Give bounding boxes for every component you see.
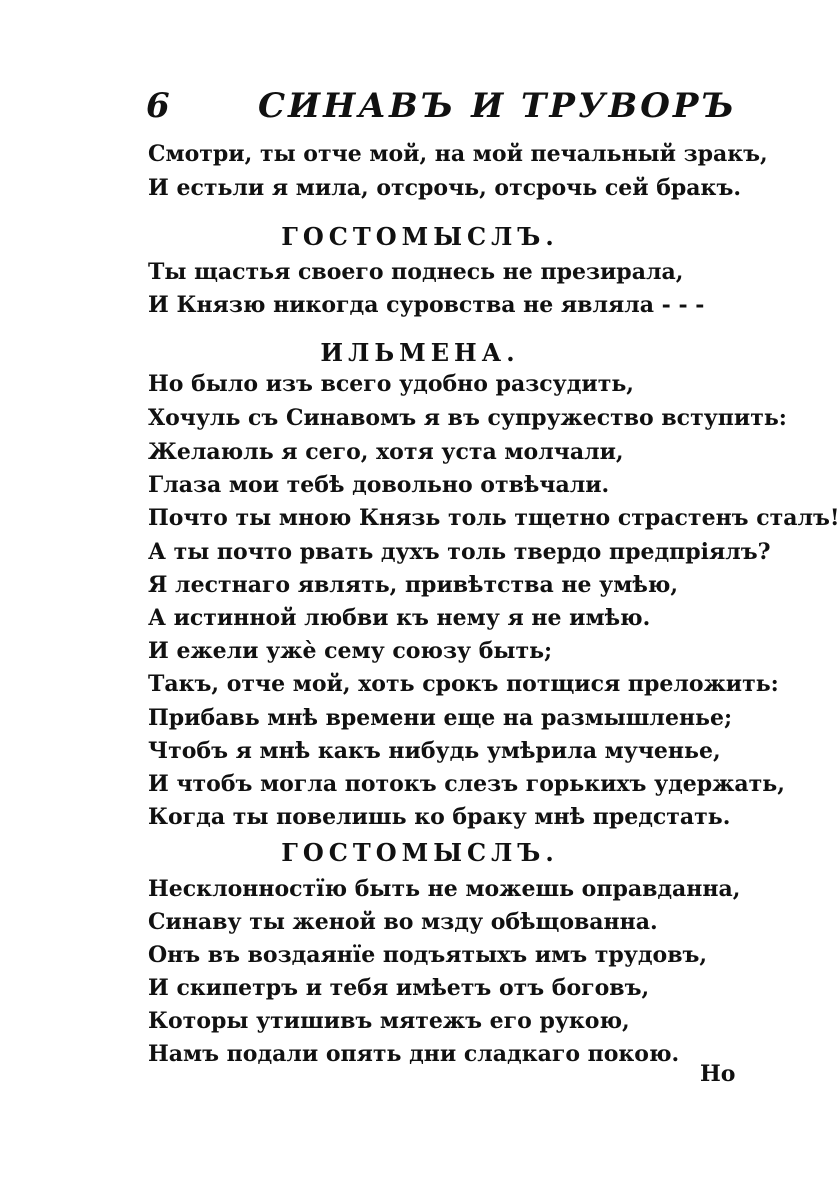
verse-line: И Князю никогда суровства не являла - - - bbox=[148, 292, 705, 318]
verse-line: Прибавь мнѣ времени еще на размышленье; bbox=[148, 705, 733, 731]
speaker-name: ГОСТОМЫСЛЪ. bbox=[281, 222, 559, 251]
verse-line: Которы утишивъ мятежъ его рукою, bbox=[148, 1008, 630, 1034]
verse-line: Чтобъ я мнѣ какъ нибудь умѣрила мученье, bbox=[148, 738, 721, 764]
page-number: 6 bbox=[146, 86, 170, 126]
verse-line: Смотри, ты отче мой, на мой печальный зракъ, bbox=[148, 141, 768, 167]
verse-line: И скипетръ и тебя имѣетъ отъ боговъ, bbox=[148, 975, 650, 1001]
speaker-name: ИЛЬМЕНА. bbox=[320, 338, 520, 367]
verse-line: Ты щастья своего поднесь не презирала, bbox=[148, 259, 684, 285]
verse-line: И естьли я мила, отсрочь, отсрочь сей бракъ. bbox=[148, 175, 741, 201]
verse-line: Синаву ты женой во мзду обѣщованна. bbox=[148, 909, 658, 935]
running-title: СИНАВЪ И ТРУВОРЪ bbox=[258, 86, 737, 126]
verse-line: Но было изъ всего удобно разсудить, bbox=[148, 371, 634, 397]
verse-line: А ты почто рвать духъ толь твердо предпріялъ? bbox=[148, 539, 771, 565]
verse-line: Почто ты мною Князь толь тщетно страстенъ сталъ! bbox=[148, 505, 840, 531]
verse-line: Онъ въ воздаянїе подъятыхъ имъ трудовъ, bbox=[148, 942, 708, 968]
verse-line: Несклонностїю быть не можешь оправданна, bbox=[148, 876, 741, 902]
verse-line: Когда ты повелишь ко браку мнѣ предстать. bbox=[148, 804, 731, 830]
verse-line: Хочуль съ Синавомъ я въ супружество вступить: bbox=[148, 405, 787, 431]
verse-line: И чтобъ могла потокъ слезъ горькихъ удержать, bbox=[148, 771, 785, 797]
page-header bbox=[140, 80, 737, 130]
verse-line: Глаза мои тебѣ довольно отвѣчали. bbox=[148, 472, 610, 498]
catchword: Но bbox=[700, 1061, 736, 1087]
verse-line: Я лестнаго являть, привѣтства не умѣю, bbox=[148, 572, 679, 598]
verse-line: Желаюль я сего, хотя уста молчали, bbox=[148, 439, 624, 465]
verse-line: И ежели ужè сему союзу быть; bbox=[148, 638, 553, 664]
verse-line: Такъ, отче мой, хоть срокъ потщися преложить: bbox=[148, 671, 779, 697]
verse-line: Намъ подали опять дни сладкаго покою. bbox=[148, 1041, 680, 1067]
verse-line: А истинной любви къ нему я не имѣю. bbox=[148, 605, 651, 631]
speaker-name: ГОСТОМЫСЛЪ. bbox=[281, 838, 559, 867]
